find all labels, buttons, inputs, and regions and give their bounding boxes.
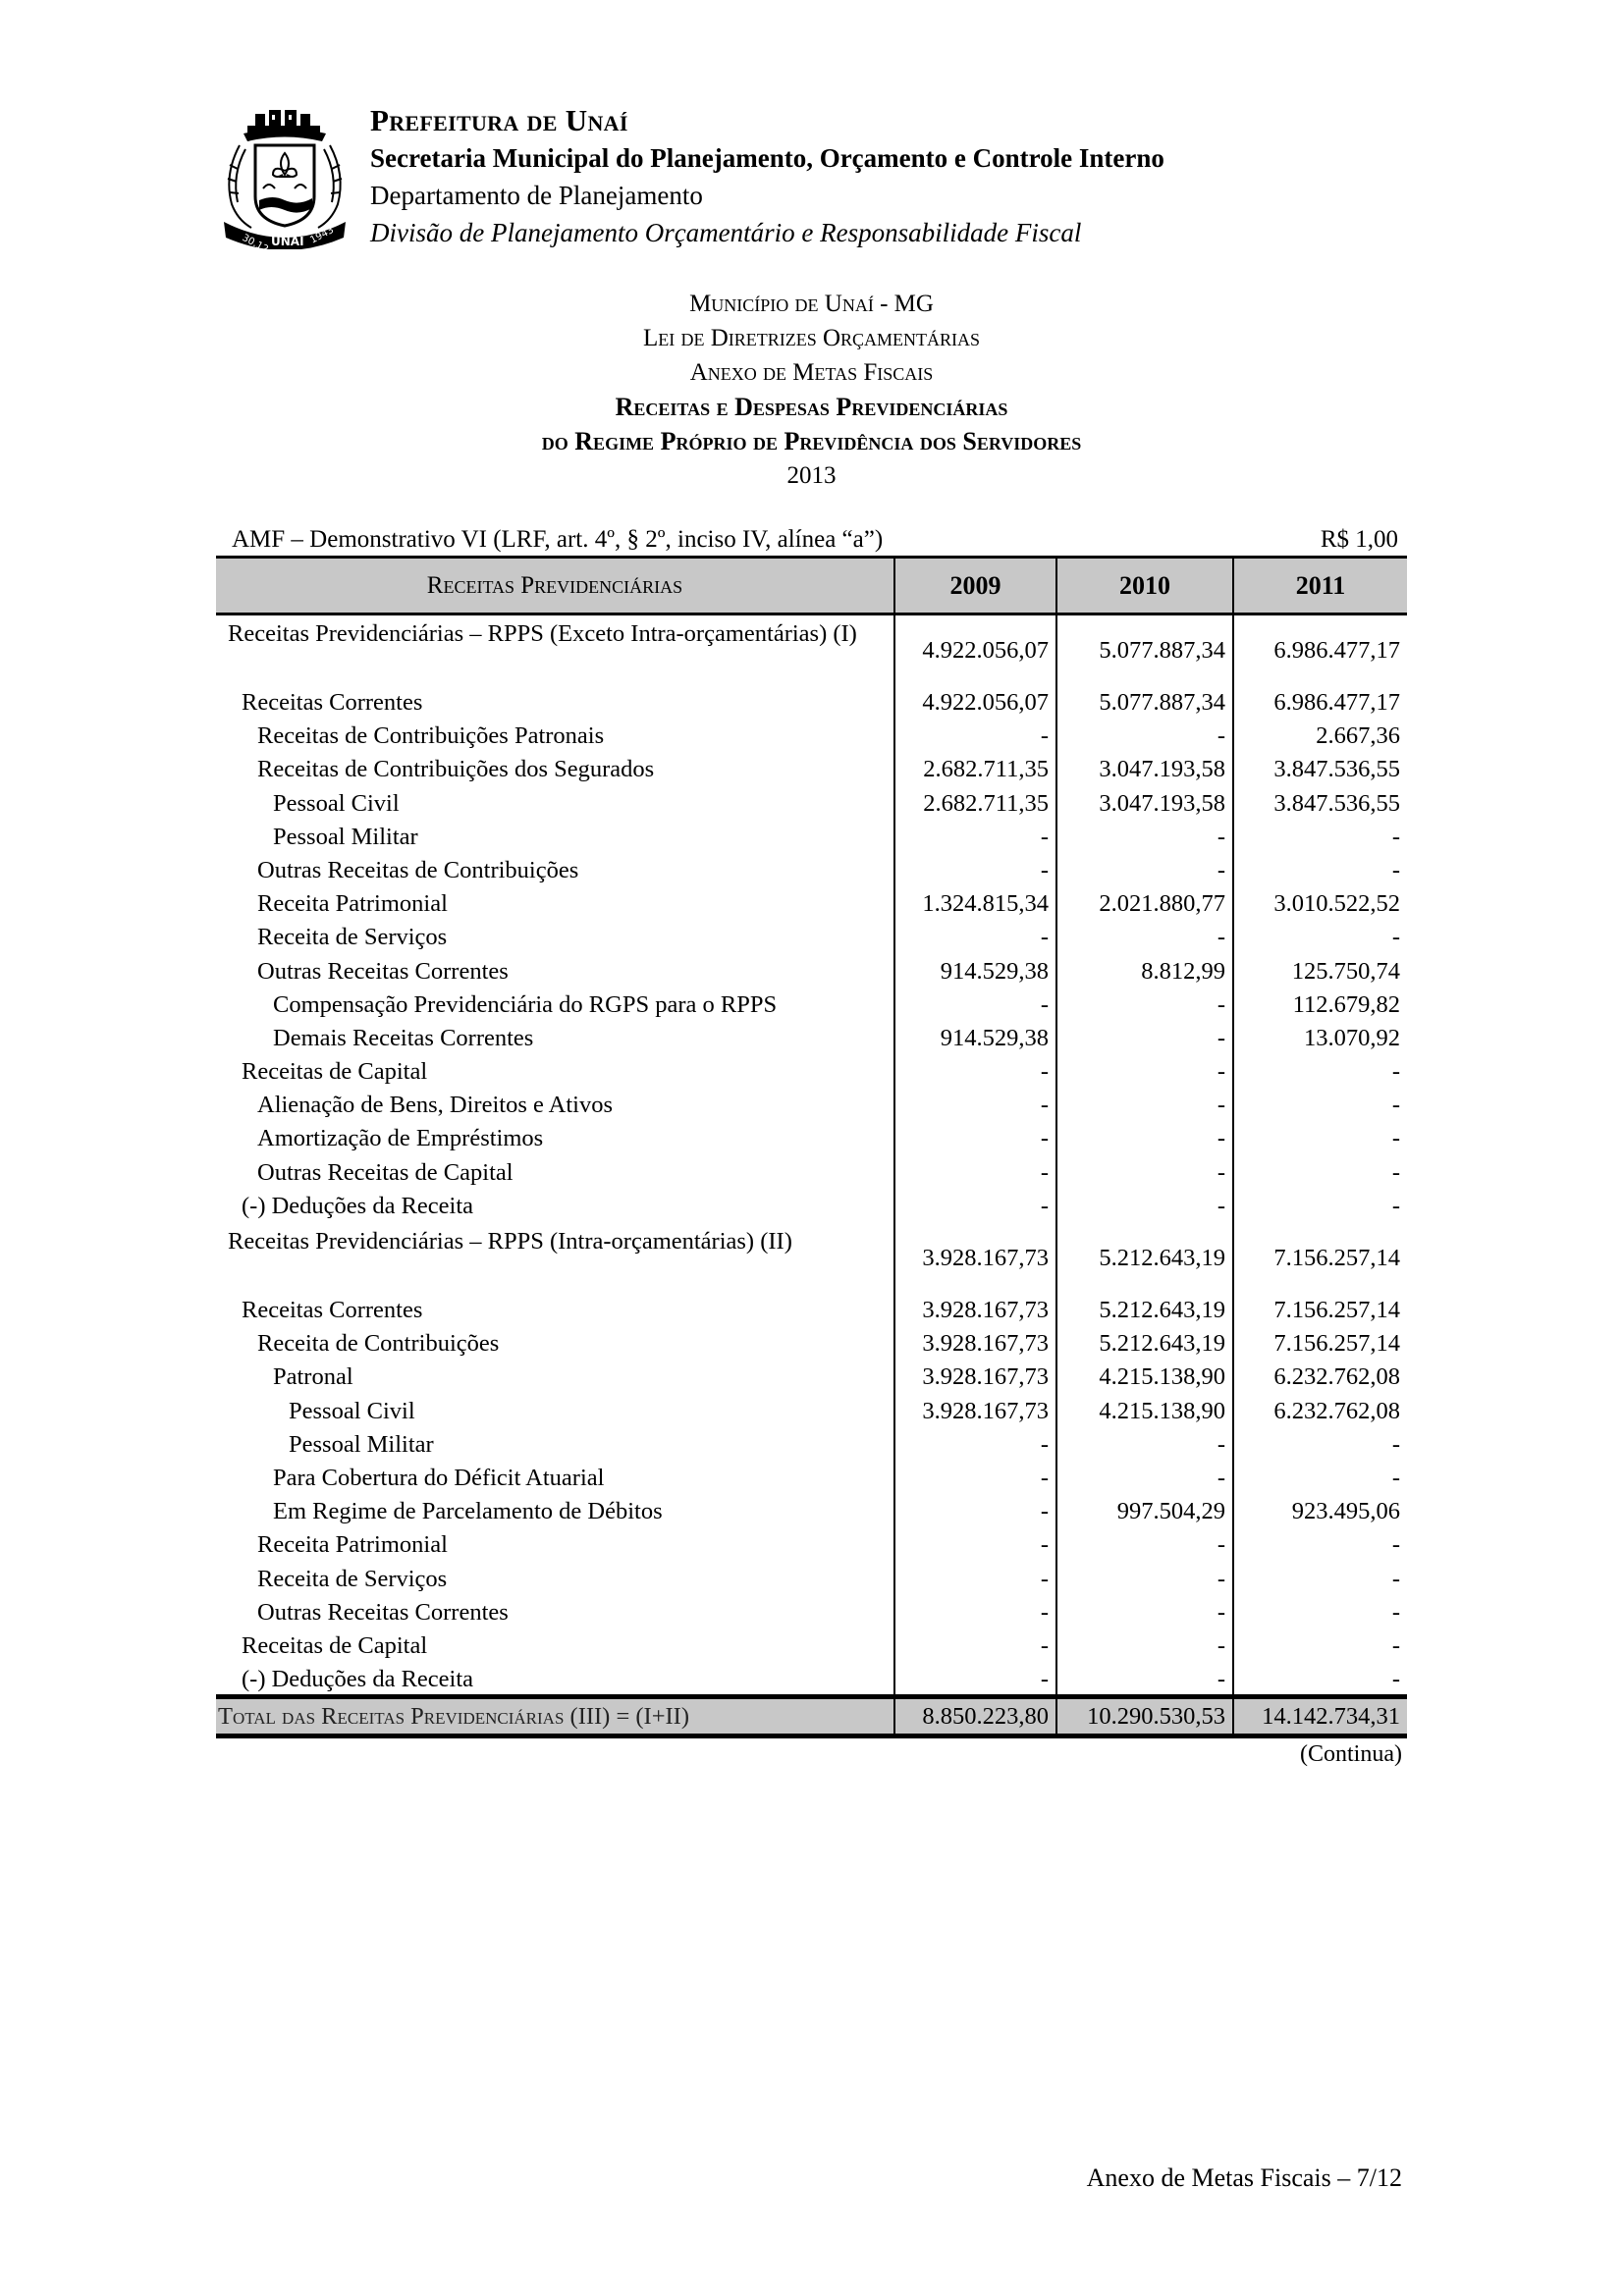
table-row (216, 821, 1407, 854)
row-label: Receitas de Contribuições Patronais (257, 722, 605, 750)
letterhead-secretaria: Secretaria Municipal do Planejamento, Orçamento e Controle Interno (370, 143, 1164, 173)
row-value-2010: 5.077.887,34 (1055, 686, 1232, 720)
row-label: Pessoal Civil (289, 1397, 415, 1424)
row-value-2011: 6.986.477,17 (1232, 686, 1407, 720)
row-value-2010: - (1055, 1663, 1232, 1696)
row-value-2009: 3.928.167,73 (893, 1361, 1055, 1394)
row-value-2010: - (1055, 1156, 1232, 1190)
row-label: Pessoal Militar (289, 1430, 434, 1458)
row-value-2009: - (893, 821, 1055, 854)
row-label: Outras Receitas Correntes (257, 957, 509, 985)
row-label: Receita Patrimonial (257, 890, 448, 918)
letterhead-title: Prefeitura de Unaí (370, 103, 628, 137)
row-value-2010: - (1055, 1462, 1232, 1495)
table-row (216, 686, 1407, 720)
row-value-2011: - (1232, 1089, 1407, 1122)
row-value-2011: 3.010.522,52 (1232, 887, 1407, 921)
svg-text:1943: 1943 (308, 224, 336, 246)
table-row (216, 955, 1407, 988)
row-value-2011: - (1232, 1596, 1407, 1629)
row-value-2011: - (1232, 1563, 1407, 1596)
row-value-2011: 6.986.477,17 (1232, 615, 1407, 686)
row-value-2011: - (1232, 821, 1407, 854)
row-label: Outras Receitas de Contribuições (257, 856, 579, 883)
row-value-2010: 4.215.138,90 (1055, 1395, 1232, 1428)
row-value-2011: 3.847.536,55 (1232, 753, 1407, 786)
row-value-2011: - (1232, 1122, 1407, 1155)
row-value-2011: - (1232, 1428, 1407, 1462)
row-value-2010: - (1055, 1528, 1232, 1562)
row-label: Pessoal Militar (273, 823, 418, 850)
row-value-2009: 914.529,38 (893, 955, 1055, 988)
row-value-2011: - (1232, 1055, 1407, 1089)
row-value-2010: 3.047.193,58 (1055, 753, 1232, 786)
row-label: (-) Deduções da Receita (242, 1192, 474, 1219)
page-footer: Anexo de Metas Fiscais – 7/12 (1086, 2163, 1402, 2192)
letterhead (370, 102, 1164, 251)
row-value-2010: - (1055, 720, 1232, 753)
row-value-2010: 5.212.643,19 (1055, 1223, 1232, 1294)
row-label: Para Cobertura do Déficit Atuarial (273, 1464, 605, 1491)
letterhead-divisao: Divisão de Planejamento Orçamentário e Responsabilidade Fiscal (370, 218, 1082, 247)
row-value-2009: - (893, 1055, 1055, 1089)
row-value-2010: - (1055, 1055, 1232, 1089)
row-value-2009: - (893, 1156, 1055, 1190)
row-label: Receitas de Capital (242, 1058, 428, 1086)
table-row (216, 615, 1407, 686)
table-row (216, 1022, 1407, 1055)
row-value-2011: - (1232, 1663, 1407, 1696)
row-value-2011: - (1232, 1528, 1407, 1562)
header-year-2010: 2010 (1055, 559, 1232, 613)
row-label: Receitas de Capital (242, 1631, 428, 1659)
table-row (216, 988, 1407, 1022)
row-value-2011: 2.667,36 (1232, 720, 1407, 753)
total-row (216, 1694, 1407, 1738)
row-value-2011: 112.679,82 (1232, 988, 1407, 1022)
row-label: Receitas Correntes (242, 689, 423, 716)
row-label: Patronal (273, 1363, 353, 1391)
row-value-2010: - (1055, 1122, 1232, 1155)
row-value-2009: - (893, 854, 1055, 887)
table-row (216, 1089, 1407, 1122)
row-label: Receita de Contribuições (257, 1330, 500, 1358)
row-label: Receitas Previdenciárias – RPPS (Intra-orçamentárias) (II) (228, 1228, 792, 1255)
row-value-2009: 3.928.167,73 (893, 1294, 1055, 1327)
row-label: Receita de Serviços (257, 924, 448, 951)
row-value-2009: - (893, 1596, 1055, 1629)
continua-note: (Continua) (1300, 1741, 1402, 1767)
row-value-2010: - (1055, 854, 1232, 887)
total-2010: 10.290.530,53 (1055, 1699, 1232, 1734)
row-label: Receita de Serviços (257, 1565, 448, 1592)
row-value-2009: - (893, 1528, 1055, 1562)
row-value-2010: 2.021.880,77 (1055, 887, 1232, 921)
table-row (216, 854, 1407, 887)
row-label: Outras Receitas Correntes (257, 1598, 509, 1626)
table-caption (226, 525, 1404, 555)
table-row (216, 1395, 1407, 1428)
row-value-2010: 4.215.138,90 (1055, 1361, 1232, 1394)
row-value-2010: 5.077.887,34 (1055, 615, 1232, 686)
row-value-2009: 1.324.815,34 (893, 887, 1055, 921)
row-value-2009: - (893, 1495, 1055, 1528)
row-value-2009: 2.682.711,35 (893, 787, 1055, 821)
heading-line-2: do Regime Próprio de Previdência dos Servidores (541, 427, 1082, 455)
row-value-2009: - (893, 1190, 1055, 1223)
row-label: Pessoal Civil (273, 789, 400, 817)
row-label: Outras Receitas de Capital (257, 1158, 514, 1186)
row-value-2011: 7.156.257,14 (1232, 1327, 1407, 1361)
row-value-2009: - (893, 1663, 1055, 1696)
row-value-2009: 4.922.056,07 (893, 686, 1055, 720)
row-value-2011: 3.847.536,55 (1232, 787, 1407, 821)
letterhead-departamento: Departamento de Planejamento (370, 181, 703, 210)
row-value-2009: - (893, 988, 1055, 1022)
total-2011: 14.142.734,31 (1232, 1699, 1407, 1734)
municipio-line: Município de Unaí - MG (689, 291, 934, 317)
table-row (216, 1122, 1407, 1155)
heading-line-1: Receitas e Despesas Previdenciárias (615, 393, 1008, 421)
document-year: 2013 (786, 462, 837, 489)
row-value-2011: 7.156.257,14 (1232, 1223, 1407, 1294)
lei-line: Lei de Diretrizes Orçamentárias (642, 325, 981, 351)
svg-text:UNAÍ: UNAÍ (271, 235, 304, 248)
table-row (216, 1528, 1407, 1562)
row-value-2010: - (1055, 1596, 1232, 1629)
table-row (216, 1495, 1407, 1528)
table-row (216, 887, 1407, 921)
table-body (216, 615, 1407, 1696)
row-value-2011: 125.750,74 (1232, 955, 1407, 988)
table-row (216, 1294, 1407, 1327)
table-row (216, 1563, 1407, 1596)
header-year-2009: 2009 (893, 559, 1055, 613)
row-value-2010: 3.047.193,58 (1055, 787, 1232, 821)
table-row (216, 1629, 1407, 1663)
table-row (216, 1361, 1407, 1394)
row-value-2010: - (1055, 1629, 1232, 1663)
row-value-2011: - (1232, 1462, 1407, 1495)
coat-of-arms-icon (218, 106, 352, 249)
row-value-2009: 4.922.056,07 (893, 615, 1055, 686)
row-label: Receitas de Contribuições dos Segurados (257, 756, 655, 783)
document-title-block (0, 287, 1623, 493)
table-row (216, 787, 1407, 821)
table-row (216, 1223, 1407, 1294)
row-label: Receitas Correntes (242, 1297, 423, 1323)
row-value-2009: - (893, 1462, 1055, 1495)
row-label: Receitas Previdenciárias – RPPS (Exceto Intra-orçamentárias) (I) (228, 620, 857, 647)
currency-unit: R$ 1,00 (1320, 526, 1398, 553)
row-value-2009: - (893, 1428, 1055, 1462)
header-year-2011: 2011 (1232, 559, 1407, 613)
row-value-2011: 7.156.257,14 (1232, 1294, 1407, 1327)
table-row (216, 1663, 1407, 1696)
table-row (216, 1327, 1407, 1361)
row-value-2009: 914.529,38 (893, 1022, 1055, 1055)
row-value-2009: 3.928.167,73 (893, 1395, 1055, 1428)
row-value-2009: - (893, 1629, 1055, 1663)
row-label: Alienação de Bens, Direitos e Ativos (257, 1092, 613, 1119)
row-label: Compensação Previdenciária do RGPS para o RPPS (273, 990, 778, 1018)
table-row (216, 753, 1407, 786)
row-value-2010: - (1055, 921, 1232, 954)
row-value-2010: - (1055, 1022, 1232, 1055)
row-value-2010: 5.212.643,19 (1055, 1294, 1232, 1327)
table-row (216, 1055, 1407, 1089)
row-label: Demais Receitas Correntes (273, 1024, 534, 1051)
row-value-2011: 13.070,92 (1232, 1022, 1407, 1055)
table-row (216, 1462, 1407, 1495)
row-value-2009: - (893, 720, 1055, 753)
row-value-2011: - (1232, 1156, 1407, 1190)
row-value-2009: - (893, 1563, 1055, 1596)
total-label: Total das Receitas Previdenciárias (III) = (I+II) (218, 1703, 690, 1731)
row-value-2011: - (1232, 1629, 1407, 1663)
row-label: Receita Patrimonial (257, 1531, 448, 1559)
row-value-2010: - (1055, 1428, 1232, 1462)
row-value-2010: - (1055, 1563, 1232, 1596)
svg-text:30.12: 30.12 (240, 232, 271, 249)
row-value-2011: 6.232.762,08 (1232, 1361, 1407, 1394)
row-value-2010: - (1055, 821, 1232, 854)
row-value-2011: 6.232.762,08 (1232, 1395, 1407, 1428)
anexo-line: Anexo de Metas Fiscais (689, 359, 934, 386)
table-row (216, 1156, 1407, 1190)
row-value-2009: - (893, 1122, 1055, 1155)
row-value-2011: - (1232, 854, 1407, 887)
row-value-2010: - (1055, 1190, 1232, 1223)
row-label: (-) Deduções da Receita (242, 1666, 474, 1693)
row-value-2009: 3.928.167,73 (893, 1223, 1055, 1294)
table-row (216, 1428, 1407, 1462)
row-value-2009: - (893, 921, 1055, 954)
table-row (216, 1190, 1407, 1223)
row-value-2010: 5.212.643,19 (1055, 1327, 1232, 1361)
row-label: Amortização de Empréstimos (257, 1125, 544, 1152)
table-row (216, 921, 1407, 954)
row-label: Em Regime de Parcelamento de Débitos (273, 1498, 663, 1525)
row-value-2010: 8.812,99 (1055, 955, 1232, 988)
row-value-2011: - (1232, 921, 1407, 954)
demonstrativo-reference: AMF – Demonstrativo VI (LRF, art. 4º, § 2º, inciso IV, alínea “a”) (232, 526, 884, 553)
total-2009: 8.850.223,80 (893, 1699, 1055, 1734)
row-value-2010: - (1055, 1089, 1232, 1122)
row-value-2009: 2.682.711,35 (893, 753, 1055, 786)
row-value-2009: - (893, 1089, 1055, 1122)
header-label: Receitas Previdenciárias (426, 571, 683, 599)
row-value-2011: - (1232, 1190, 1407, 1223)
table-header (216, 556, 1407, 615)
receitas-previdenciarias-table (216, 556, 1407, 1738)
table-row (216, 1596, 1407, 1629)
table-row (216, 720, 1407, 753)
row-value-2011: 923.495,06 (1232, 1495, 1407, 1528)
row-value-2010: 997.504,29 (1055, 1495, 1232, 1528)
row-value-2009: 3.928.167,73 (893, 1327, 1055, 1361)
row-value-2010: - (1055, 988, 1232, 1022)
